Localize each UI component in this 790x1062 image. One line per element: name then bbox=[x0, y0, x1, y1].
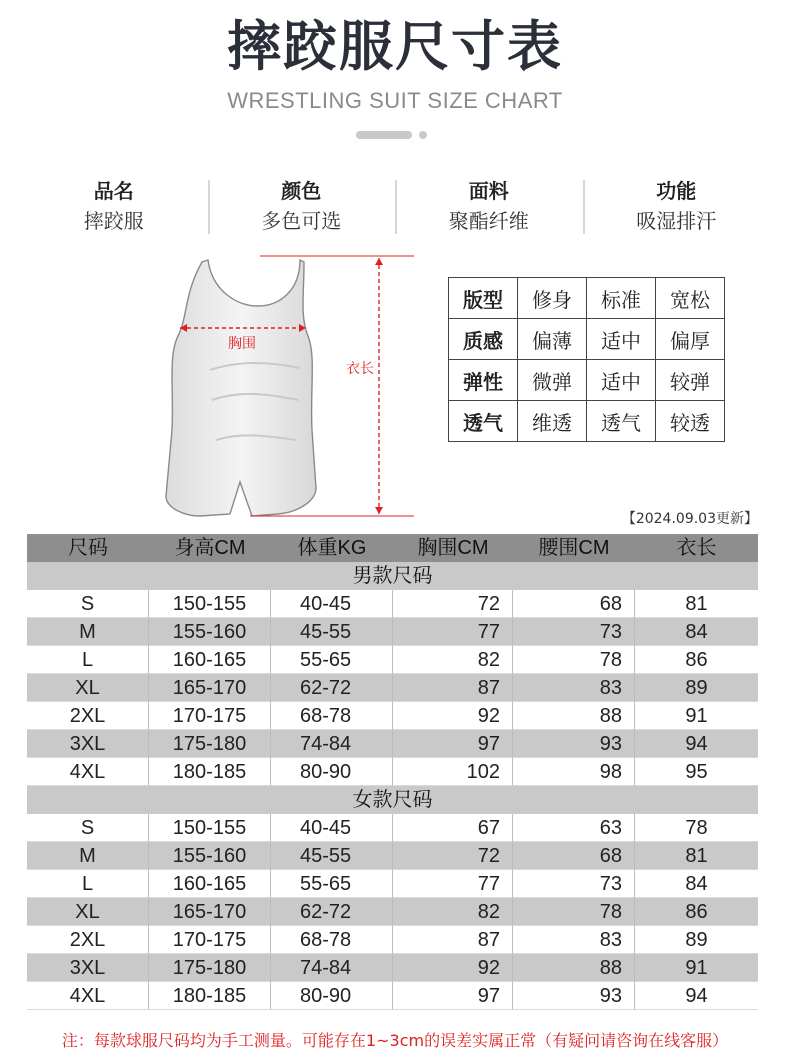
table-cell: 78 bbox=[635, 814, 758, 842]
table-cell: 150-155 bbox=[149, 814, 271, 842]
table-row bbox=[27, 814, 758, 842]
table-cell: 155-160 bbox=[149, 618, 271, 646]
attr-head: 版型 bbox=[449, 278, 518, 319]
suit-body-shape bbox=[166, 260, 316, 516]
attr-option: 适中 bbox=[587, 360, 656, 401]
table-cell: 87 bbox=[393, 926, 513, 954]
table-cell: 86 bbox=[635, 646, 758, 674]
table-cell: 84 bbox=[635, 618, 758, 646]
table-row bbox=[27, 702, 758, 730]
header-cell: 胸围CM bbox=[417, 537, 489, 559]
table-cell: 55-65 bbox=[271, 870, 393, 898]
table-cell: 40-45 bbox=[271, 590, 393, 618]
attr-option: 修身 bbox=[518, 278, 587, 319]
attr-option: 适中 bbox=[587, 319, 656, 360]
table-cell: 165-170 bbox=[149, 674, 271, 702]
table-cell: 73 bbox=[513, 618, 635, 646]
table-cell: 45-55 bbox=[271, 842, 393, 870]
table-cell: 88 bbox=[513, 702, 635, 730]
table-cell: 98 bbox=[513, 758, 635, 786]
spec-key: 颜色 bbox=[281, 179, 322, 203]
length-arrow-bottom bbox=[375, 507, 383, 514]
table-row bbox=[27, 982, 758, 1010]
table-cell: 94 bbox=[635, 982, 758, 1010]
spec-value: 吸湿排汗 bbox=[636, 209, 717, 233]
table-row bbox=[27, 954, 758, 982]
table-cell: 80-90 bbox=[271, 982, 393, 1010]
table-cell: 89 bbox=[635, 926, 758, 954]
table-cell: 68-78 bbox=[271, 926, 393, 954]
table-cell: 3XL bbox=[27, 730, 149, 758]
length-arrow-top bbox=[375, 258, 383, 265]
attr-head: 透气 bbox=[449, 401, 518, 442]
table-cell: 81 bbox=[635, 842, 758, 870]
table-cell: 89 bbox=[635, 674, 758, 702]
table-cell: XL bbox=[27, 898, 149, 926]
table-cell: 92 bbox=[393, 954, 513, 982]
table-cell: 97 bbox=[393, 730, 513, 758]
table-row bbox=[27, 590, 758, 618]
spec-value: 摔跤服 bbox=[83, 209, 144, 233]
attr-option: 较弹 bbox=[656, 360, 725, 401]
table-cell: 62-72 bbox=[271, 898, 393, 926]
table-cell: 2XL bbox=[27, 702, 149, 730]
spec-value: 聚酯纤维 bbox=[448, 209, 529, 233]
header-cell: 尺码 bbox=[68, 537, 108, 559]
table-cell: 73 bbox=[513, 870, 635, 898]
table-cell: 155-160 bbox=[149, 842, 271, 870]
table-row bbox=[27, 674, 758, 702]
header-cell: 腰围CM bbox=[538, 537, 610, 559]
table-cell: 97 bbox=[393, 982, 513, 1010]
spec-key: 品名 bbox=[93, 179, 134, 203]
table-cell: 2XL bbox=[27, 926, 149, 954]
size-section-title: 女款尺码 bbox=[27, 786, 758, 814]
table-cell: 91 bbox=[635, 954, 758, 982]
table-cell: 180-185 bbox=[149, 982, 271, 1010]
spec-value: 多色可选 bbox=[261, 209, 342, 233]
spec-color bbox=[208, 176, 396, 238]
table-cell: 77 bbox=[393, 618, 513, 646]
page-subtitle: WRESTLING SUIT SIZE CHART bbox=[227, 88, 563, 113]
table-cell: 180-185 bbox=[149, 758, 271, 786]
size-chart-header bbox=[27, 534, 758, 562]
table-cell: 82 bbox=[393, 646, 513, 674]
size-section-title: 男款尺码 bbox=[27, 562, 758, 590]
product-specs bbox=[20, 176, 770, 238]
table-cell: 160-165 bbox=[149, 646, 271, 674]
table-row bbox=[27, 870, 758, 898]
table-cell: 62-72 bbox=[271, 674, 393, 702]
table-cell: 72 bbox=[393, 590, 513, 618]
table-cell: 86 bbox=[635, 898, 758, 926]
table-cell: 95 bbox=[635, 758, 758, 786]
table-cell: 87 bbox=[393, 674, 513, 702]
table-cell: 93 bbox=[513, 730, 635, 758]
attr-row-texture bbox=[449, 319, 725, 360]
table-cell: 77 bbox=[393, 870, 513, 898]
measurement-note: 注：每款球服尺码均为手工测量。可能存在1~3cm的误差实属正常（有疑问请咨询在线客服） bbox=[61, 1031, 729, 1050]
table-cell: 40-45 bbox=[271, 814, 393, 842]
table-cell: 72 bbox=[393, 842, 513, 870]
attr-option: 宽松 bbox=[656, 278, 725, 319]
table-cell: 83 bbox=[513, 674, 635, 702]
divider-dot bbox=[419, 131, 427, 139]
table-cell: 78 bbox=[513, 646, 635, 674]
page-title: 摔跤服尺寸表 bbox=[227, 15, 563, 78]
table-cell: 68 bbox=[513, 842, 635, 870]
header-cell: 身高CM bbox=[174, 537, 246, 559]
table-cell: 68 bbox=[513, 590, 635, 618]
attr-row-breathability bbox=[449, 401, 725, 442]
update-date: 【2024.09.03更新】 bbox=[621, 511, 758, 527]
table-cell: 74-84 bbox=[271, 954, 393, 982]
attr-row-elasticity bbox=[449, 360, 725, 401]
table-cell: 83 bbox=[513, 926, 635, 954]
attr-option: 微弹 bbox=[518, 360, 587, 401]
table-cell: 80-90 bbox=[271, 758, 393, 786]
table-cell: 84 bbox=[635, 870, 758, 898]
table-cell: 92 bbox=[393, 702, 513, 730]
table-row bbox=[27, 618, 758, 646]
spec-key: 功能 bbox=[656, 179, 697, 203]
attr-head: 质感 bbox=[449, 319, 518, 360]
table-cell: S bbox=[27, 814, 149, 842]
size-chart bbox=[27, 534, 758, 1010]
attr-head: 弹性 bbox=[449, 360, 518, 401]
table-cell: L bbox=[27, 646, 149, 674]
wrestling-suit-illustration bbox=[150, 250, 440, 525]
table-cell: 165-170 bbox=[149, 898, 271, 926]
table-cell: 170-175 bbox=[149, 702, 271, 730]
attr-option: 偏薄 bbox=[518, 319, 587, 360]
table-row bbox=[27, 898, 758, 926]
table-cell: 74-84 bbox=[271, 730, 393, 758]
table-cell: 55-65 bbox=[271, 646, 393, 674]
table-row bbox=[27, 646, 758, 674]
table-cell: 3XL bbox=[27, 954, 149, 982]
attr-option: 较透 bbox=[656, 401, 725, 442]
table-cell: 93 bbox=[513, 982, 635, 1010]
table-cell: S bbox=[27, 590, 149, 618]
chest-label: 胸围 bbox=[228, 336, 256, 352]
header-cell: 衣长 bbox=[676, 537, 717, 559]
attr-option: 透气 bbox=[587, 401, 656, 442]
table-cell: M bbox=[27, 842, 149, 870]
table-cell: 175-180 bbox=[149, 730, 271, 758]
table-cell: 175-180 bbox=[149, 954, 271, 982]
table-cell: 78 bbox=[513, 898, 635, 926]
spec-function bbox=[583, 176, 771, 238]
table-cell: 170-175 bbox=[149, 926, 271, 954]
table-row bbox=[27, 730, 758, 758]
table-cell: L bbox=[27, 870, 149, 898]
table-cell: 88 bbox=[513, 954, 635, 982]
table-cell: 67 bbox=[393, 814, 513, 842]
attr-option: 维透 bbox=[518, 401, 587, 442]
table-cell: 63 bbox=[513, 814, 635, 842]
table-row bbox=[27, 842, 758, 870]
size-chart-body bbox=[27, 562, 758, 1010]
table-cell: 102 bbox=[393, 758, 513, 786]
table-row bbox=[27, 758, 758, 786]
spec-name bbox=[20, 176, 208, 238]
attr-option: 标准 bbox=[587, 278, 656, 319]
table-cell: 160-165 bbox=[149, 870, 271, 898]
table-cell: M bbox=[27, 618, 149, 646]
header-cell: 体重KG bbox=[297, 537, 367, 559]
fabric-attributes-table bbox=[448, 277, 725, 442]
table-cell: 45-55 bbox=[271, 618, 393, 646]
table-cell: XL bbox=[27, 674, 149, 702]
length-label: 衣长 bbox=[346, 361, 374, 377]
table-cell: 91 bbox=[635, 702, 758, 730]
table-cell: 82 bbox=[393, 898, 513, 926]
attr-row-fit bbox=[449, 278, 725, 319]
table-cell: 4XL bbox=[27, 758, 149, 786]
spec-fabric bbox=[395, 176, 583, 238]
table-cell: 94 bbox=[635, 730, 758, 758]
spec-key: 面料 bbox=[468, 179, 509, 203]
table-cell: 81 bbox=[635, 590, 758, 618]
table-cell: 4XL bbox=[27, 982, 149, 1010]
divider-bar bbox=[356, 131, 412, 139]
table-row bbox=[27, 926, 758, 954]
table-cell: 150-155 bbox=[149, 590, 271, 618]
attr-option: 偏厚 bbox=[656, 319, 725, 360]
table-cell: 68-78 bbox=[271, 702, 393, 730]
